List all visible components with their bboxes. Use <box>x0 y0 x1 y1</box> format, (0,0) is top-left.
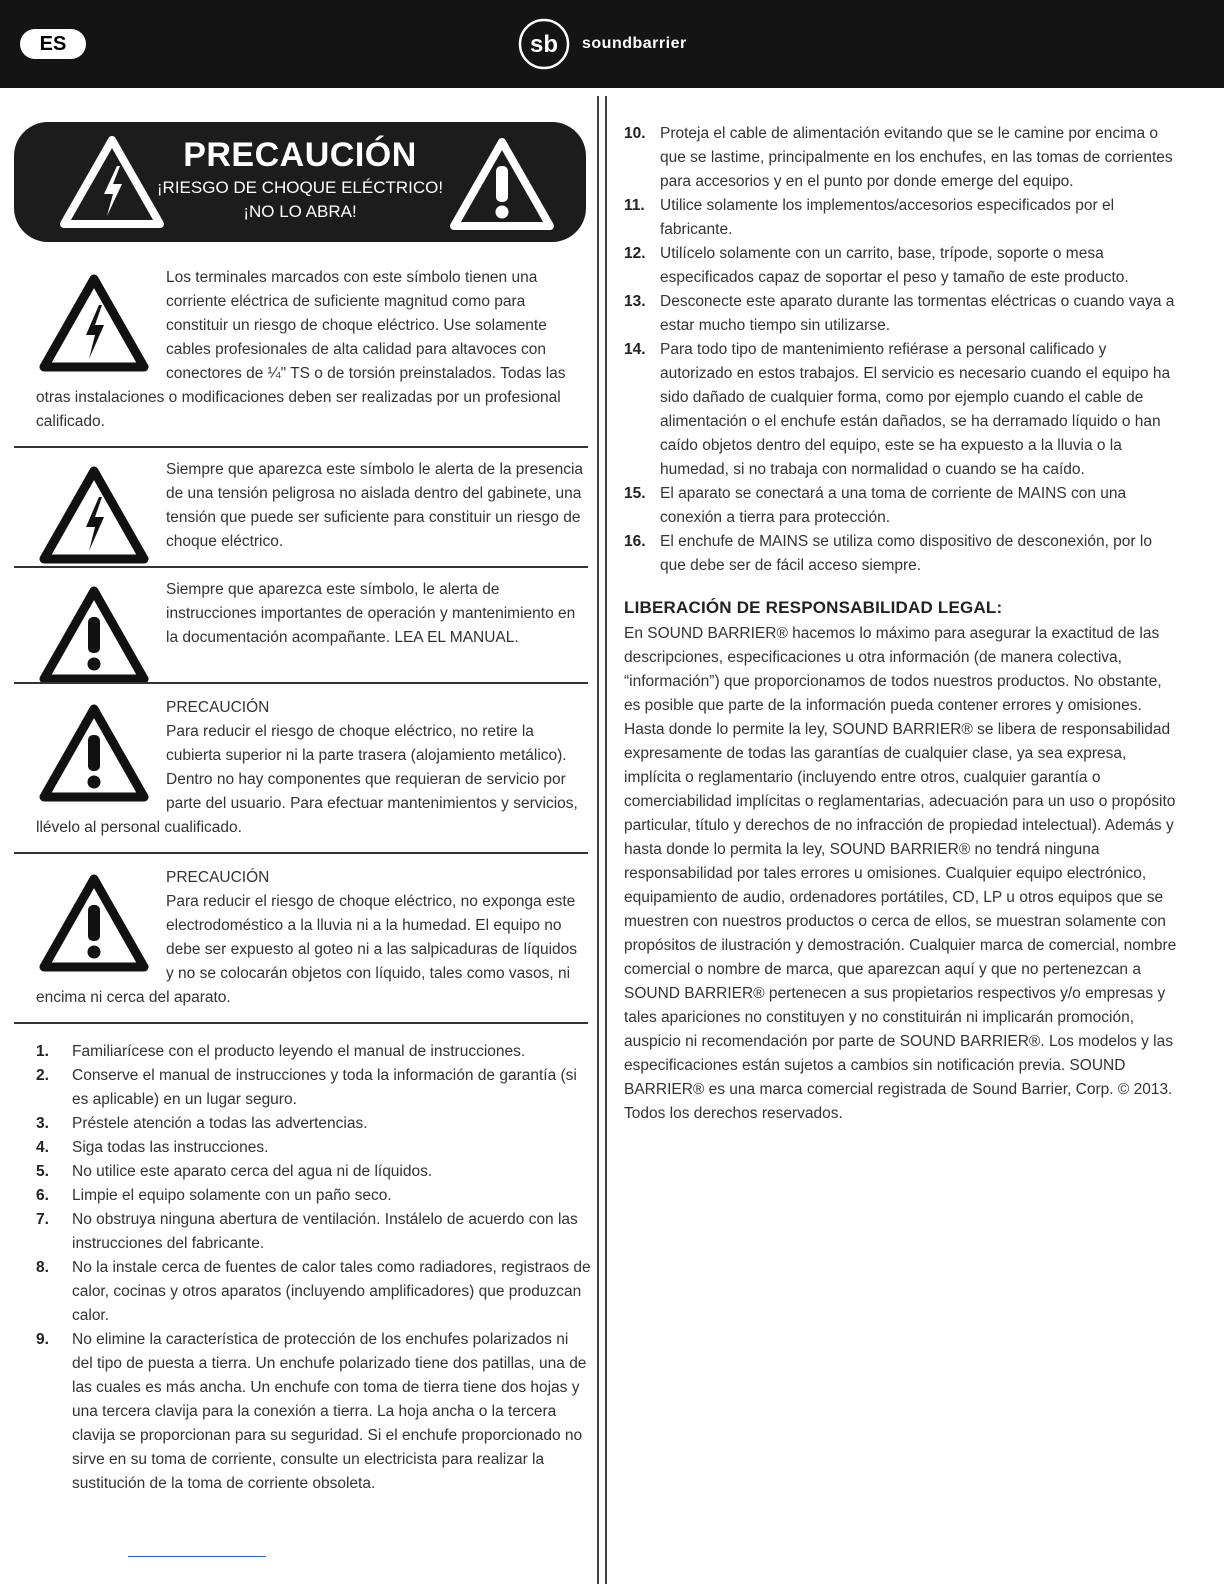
legal-heading: LIBERACIÓN DE RESPONSABILIDAD LEGAL: <box>624 598 1003 617</box>
page-header <box>0 0 1224 88</box>
caution-line-1: ¡RIESGO DE CHOQUE ELÉCTRICO! <box>156 178 444 197</box>
svg-text:sb: sb <box>529 31 559 58</box>
electric-shock-warning-icon <box>36 268 166 378</box>
sb-logo-icon <box>518 18 574 70</box>
list-item: 1. Familiarícese con el producto leyendo el manual de instrucciones. <box>36 1043 526 1060</box>
list-item: 6. Limpie el equipo solamente con un paño seco. <box>36 1187 392 1204</box>
footer-rule <box>128 1556 266 1557</box>
list-item: 15. El aparato se conectará a una toma de corriente de MAINS con una conexión a tierra para protección. <box>624 485 1127 526</box>
section-divider <box>14 446 588 448</box>
section-text: Siempre que aparezca este símbolo, le alerta de instrucciones importantes de operación y mantenimiento en la documentación acompañante. LEA EL MANUAL. <box>166 581 576 646</box>
exclamation-warning-icon <box>36 698 166 808</box>
list-item: 5. No utilice este aparato cerca del agua ni de líquidos. <box>36 1163 433 1180</box>
warning-section-manual <box>36 578 588 690</box>
warning-section-terminals <box>36 266 588 434</box>
list-item: 14. Para todo tipo de mantenimiento refiérase a personal calificado y autorizado en estos trabajos. El servicio es necesario cuando el equipo ha sido dañado de cualquier forma, como por ejemplo cuando el cable de alimentación o el enchufe están dañados, se ha derramado líquido o han caído objetos dentro del equipo, este se ha expuesto a la lluvia o la humedad, si no trabaja con normalidad o cuando se ha caído. <box>624 341 1171 478</box>
warning-section-cover <box>36 696 588 840</box>
section-title: PRECAUCIÓN <box>166 699 270 716</box>
electric-shock-warning-icon <box>36 460 166 570</box>
exclamation-warning-icon <box>36 580 166 690</box>
list-item: 13. Desconecte este aparato durante las tormentas eléctricas o cuando vaya a estar mucho tiempo sin utilizarse. <box>624 293 1175 334</box>
caution-title: PRECAUCIÓN <box>183 136 417 174</box>
instructions-list-right <box>624 122 1180 578</box>
list-item: 10. Proteja el cable de alimentación evitando que se le camine por encima o que se lastime, principalmente en los enchufes, en las tomas de corrientes para accesorios y en el punto por donde emerge del equipo. <box>624 125 1173 190</box>
caution-line-2: ¡NO LO ABRA! <box>243 202 357 221</box>
list-item: 11. Utilice solamente los implementos/accesorios especificados por el fabricante. <box>624 197 1115 238</box>
section-divider <box>14 1022 588 1024</box>
list-item: 7. No obstruya ninguna abertura de ventilación. Instálelo de acuerdo con las instrucciones del fabricante. <box>36 1211 578 1252</box>
brand-wordmark: soundbarrier <box>582 35 687 52</box>
brand-logo <box>518 18 687 70</box>
section-divider <box>14 852 588 854</box>
instructions-list-left <box>36 1040 592 1496</box>
warning-section-voltage <box>36 458 588 570</box>
section-text: Los terminales marcados con este símbolo tienen una corriente eléctrica de suficiente magnitud como para constituir un riesgo de choque eléctrico. Use solamente cables profesionales de alta calidad para altavoces con conectores de ¼" TS o de torsión preinstalados. Todas las otras instalaciones o modificaciones deben ser realizadas por un profesional calificado. <box>36 269 566 430</box>
section-divider <box>14 566 588 568</box>
column-divider <box>605 96 607 1584</box>
list-item: 3. Préstele atención a todas las advertencias. <box>36 1115 368 1132</box>
section-text: Siempre que aparezca este símbolo le alerta de la presencia de una tensión peligrosa no aislada dentro del gabinete, una tensión que puede ser suficiente para constituir un riesgo de choque eléctrico. <box>166 461 584 550</box>
list-item: 4. Siga todas las instrucciones. <box>36 1139 269 1156</box>
section-divider <box>14 682 588 684</box>
exclamation-warning-icon <box>36 868 166 978</box>
column-divider <box>597 96 599 1584</box>
list-item: 9. No elimine la característica de protección de los enchufes polarizados ni del tipo de puesta a tierra. Un enchufe polarizado tiene dos patillas, una de las cuales es más ancha. Un enchufe con toma de tierra tiene dos hojas y una tercera clavija para la conexión a tierra. La hoja ancha o la tercera clavija se proporcionan para su seguridad. Si el enchufe proporcionado no sirve en su toma de corriente, consulte un electricista para realizar la sustitución de la toma de corriente obsoleta. <box>36 1331 587 1492</box>
caution-banner <box>14 122 586 242</box>
legal-text: En SOUND BARRIER® hacemos lo máximo para asegurar la exactitud de las descripciones, especificaciones u otra información (de manera colectiva, “información”) que proporcionamos de todos nuestros productos. No obstante, es posible que parte de la información pueda contener errores y omisiones. Hasta donde lo permite la ley, SOUND BARRIER® se libera de responsabilidad expresamente de todas las garantías de cualquier clase, ya sea expresa, implícita o reglamentario (incluyendo entre otros, cualquier garantía o comerciabilidad implícitas o reglamentarias, adecuación para un uso o propósito particular, título y derechos de no infracción de propiedad intelectual). Además y hasta donde lo permita la ley, SOUND BARRIER® no tendrá ninguna responsabilidad por tales errores u omisiones. Cualquier equipo electrónico, equipamiento de audio, ordenadores portátiles, CD, LP u otros equipos que se muestren con nuestros productos o cerca de ellos, se muestran solamente con propósitos de ilustración y demostración. Cualquier marca de comercial, nombre comercial o nombre de marca, que aparezcan aquí y que no pertenezcan a SOUND BARRIER® pertenecen a sus propietarios respectivos y/o empresas y tales apariciones no constituyen y no constituirán ni implicarán promoción, auspicio ni recomendación por parte de SOUND BARRIER®. Los modelos y las especificaciones están sujetos a cambios sin notificación previa. SOUND BARRIER® es una marca comercial registrada de Sound Barrier, Corp. © 2013. Todos los derechos reservados. <box>624 625 1177 1122</box>
exclamation-warning-icon <box>450 138 554 230</box>
warning-section-moisture <box>36 866 588 1010</box>
list-item: 16. El enchufe de MAINS se utiliza como dispositivo de desconexión, por lo que debe ser de fácil acceso siempre. <box>624 533 1152 574</box>
section-title: PRECAUCIÓN <box>166 869 270 886</box>
list-item: 8. No la instale cerca de fuentes de calor tales como radiadores, registraos de calor, cocinas y otros aparatos (incluyendo amplificadores) que produzcan calor. <box>36 1259 591 1324</box>
list-item: 12. Utilícelo solamente con un carrito, base, trípode, soporte o mesa especificados capaz de soportar el peso y tamaño de este producto. <box>624 245 1129 286</box>
section-text: Para reducir el riesgo de choque eléctrico, no exponga este electrodoméstico a la lluvia ni a la humedad. El equipo no debe ser expuesto al goteo ni a las salpicaduras de líquidos y no se colocarán objetos con líquido, tales como vasos, ni encima ni cerca del aparato. <box>36 893 578 1006</box>
section-text: Para reducir el riesgo de choque eléctrico, no retire la cubierta superior ni la parte trasera (alojamiento metálico). Dentro no hay componentes que requieran de servicio por parte del usuario. Para efectuar mantenimientos y servicios, llévelo al personal cualificado. <box>36 723 578 836</box>
language-badge: ES <box>20 29 86 59</box>
list-item: 2. Conserve el manual de instrucciones y toda la información de garantía (si es aplicable) en un lugar seguro. <box>36 1067 577 1108</box>
